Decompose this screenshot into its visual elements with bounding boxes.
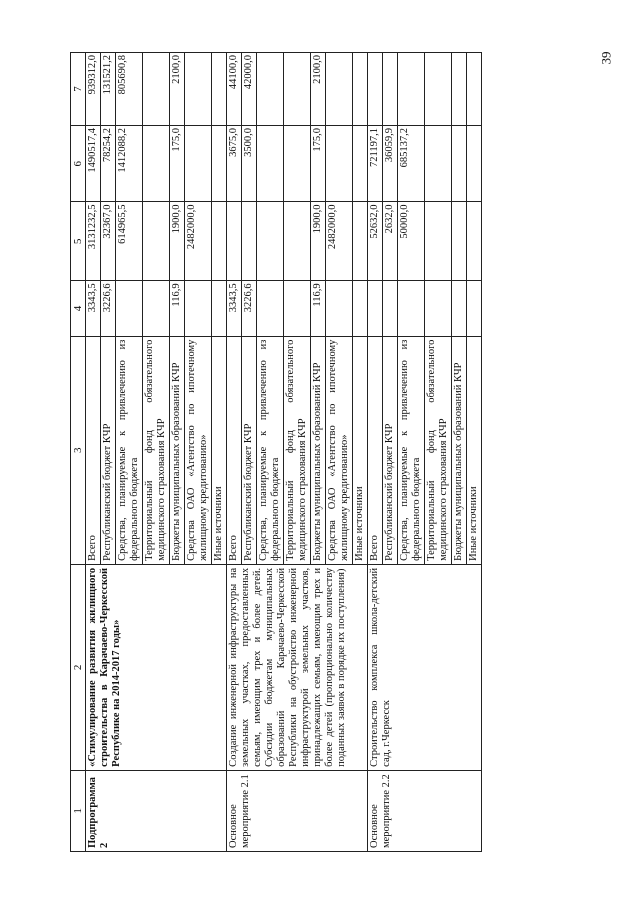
value-v4 [452,281,467,336]
value-v6 [212,126,227,202]
funding-source: Всего [86,336,101,564]
funding-source: Иные источники [212,336,227,564]
value-v6 [353,126,368,202]
header-col-6: 6 [71,126,86,202]
value-v4 [326,281,353,336]
budget-table [70,52,482,852]
funding-source: Территориальный фонд обязательного медицинского страхования КЧР [284,336,311,564]
value-v7 [185,53,212,126]
value-v6: 3500,0 [242,126,257,202]
value-v7 [467,53,482,126]
header-col-1: 1 [71,770,86,851]
funding-source: Республиканский бюджет КЧР [383,336,398,564]
value-v4: 3226,6 [101,281,116,336]
value-v7 [326,53,353,126]
value-v6: 3675,0 [227,126,242,202]
value-v5 [353,202,368,281]
funding-source: Средства, планируемые к привлечению из федерального бюджета [257,336,284,564]
value-v4 [143,281,170,336]
value-v5 [227,202,242,281]
value-v4 [383,281,398,336]
value-v4: 3226,6 [242,281,257,336]
value-v7 [452,53,467,126]
value-v4 [467,281,482,336]
value-v4 [368,281,383,336]
value-v7 [425,53,452,126]
value-v7 [212,53,227,126]
value-v7: 131521,2 [101,53,116,126]
program-title: «Стимулирование развития жилищного строительства в Карачаево-Черкесской Республике на 2014-2017 годы» [86,564,227,770]
value-v4 [185,281,212,336]
value-v5: 1900,0 [311,202,326,281]
value-v6: 175,0 [311,126,326,202]
value-v5 [467,202,482,281]
funding-source: Иные источники [467,336,482,564]
value-v7 [143,53,170,126]
value-v4 [116,281,143,336]
value-v7: 805690,8 [116,53,143,126]
value-v7: 2100,0 [311,53,326,126]
value-v7: 939312,0 [86,53,101,126]
value-v4: 3343,5 [227,281,242,336]
value-v6 [284,126,311,202]
value-v6: 1412088,2 [116,126,143,202]
value-v5: 50000,0 [398,202,425,281]
value-v6: 721197,1 [368,126,383,202]
value-v5 [452,202,467,281]
value-v5 [425,202,452,281]
value-v4 [212,281,227,336]
value-v4 [398,281,425,336]
value-v5 [242,202,257,281]
funding-source: Иные источники [353,336,368,564]
rotated-table-container [70,52,630,852]
value-v4: 116,9 [311,281,326,336]
value-v6: 685137,2 [398,126,425,202]
table-row [368,53,383,852]
value-v7: 44100,0 [227,53,242,126]
value-v5: 1900,0 [170,202,185,281]
value-v4 [284,281,311,336]
value-v6 [452,126,467,202]
table-row [227,53,242,852]
value-v4 [353,281,368,336]
value-v6 [257,126,284,202]
value-v6 [326,126,353,202]
value-v7 [284,53,311,126]
funding-source: Республиканский бюджет КЧР [242,336,257,564]
page-number: 39 [598,51,614,65]
value-v4 [425,281,452,336]
value-v7: 42000,0 [242,53,257,126]
value-v5 [143,202,170,281]
funding-source: Всего [368,336,383,564]
funding-source: Средства ОАО «Агентство по ипотечному жилищному кредитованию» [326,336,353,564]
funding-source: Средства ОАО «Агентство по ипотечному жилищному кредитованию» [185,336,212,564]
value-v5 [284,202,311,281]
funding-source: Бюджеты муниципальных образований КЧР [311,336,326,564]
header-col-3: 3 [71,336,86,564]
value-v5 [257,202,284,281]
funding-source: Средства, планируемые к привлечению из федерального бюджета [398,336,425,564]
value-v7 [368,53,383,126]
header-row [71,53,86,852]
value-v6: 36059,9 [383,126,398,202]
program-code: Основное мероприятие 2.2 [368,770,482,851]
value-v5: 2482000,0 [185,202,212,281]
value-v5: 614965,5 [116,202,143,281]
value-v7 [383,53,398,126]
header-col-4: 4 [71,281,86,336]
funding-source: Всего [227,336,242,564]
funding-source: Территориальный фонд обязательного медицинского страхования КЧР [143,336,170,564]
value-v6: 175,0 [170,126,185,202]
value-v6 [185,126,212,202]
value-v5: 32367,0 [101,202,116,281]
value-v7 [353,53,368,126]
value-v6 [467,126,482,202]
program-code: Основное мероприятие 2.1 [227,770,368,851]
funding-source: Средства, планируемые к привлечению из федерального бюджета [116,336,143,564]
value-v4 [257,281,284,336]
value-v7: 2100,0 [170,53,185,126]
value-v4: 116,9 [170,281,185,336]
funding-source: Территориальный фонд обязательного медицинского страхования КЧР [425,336,452,564]
funding-source: Республиканский бюджет КЧР [101,336,116,564]
program-title: Создание инженерной инфраструктуры на земельных участках, предоставленных семьям, имеющим трех и более детей. Субсидии бюджетам муниципальных образований Карачаево-Черкесской Республики на обустройство инженерной инфраструктурой земельных участков, принадлежащих семьям, имеющим трех и более детей (пропорционально количеству поданных заявок в порядке их поступления) [227,564,368,770]
value-v7 [398,53,425,126]
value-v4: 3343,5 [86,281,101,336]
value-v6 [425,126,452,202]
header-col-5: 5 [71,202,86,281]
value-v5: 3131232,5 [86,202,101,281]
program-title: Строительство комплекса школа-детский сад, г.Черкесск [368,564,482,770]
header-col-2: 2 [71,564,86,770]
value-v5: 2482000,0 [326,202,353,281]
value-v5 [212,202,227,281]
header-col-7: 7 [71,53,86,126]
value-v5: 2632,0 [383,202,398,281]
table-body [86,53,482,852]
value-v6: 78254,2 [101,126,116,202]
value-v6 [143,126,170,202]
value-v5: 52632,0 [368,202,383,281]
funding-source: Бюджеты муниципальных образований КЧР [170,336,185,564]
program-code: Подпрограмма 2 [86,770,227,851]
value-v6: 1490517,4 [86,126,101,202]
table-row [86,53,101,852]
funding-source: Бюджеты муниципальных образований КЧР [452,336,467,564]
value-v7 [257,53,284,126]
